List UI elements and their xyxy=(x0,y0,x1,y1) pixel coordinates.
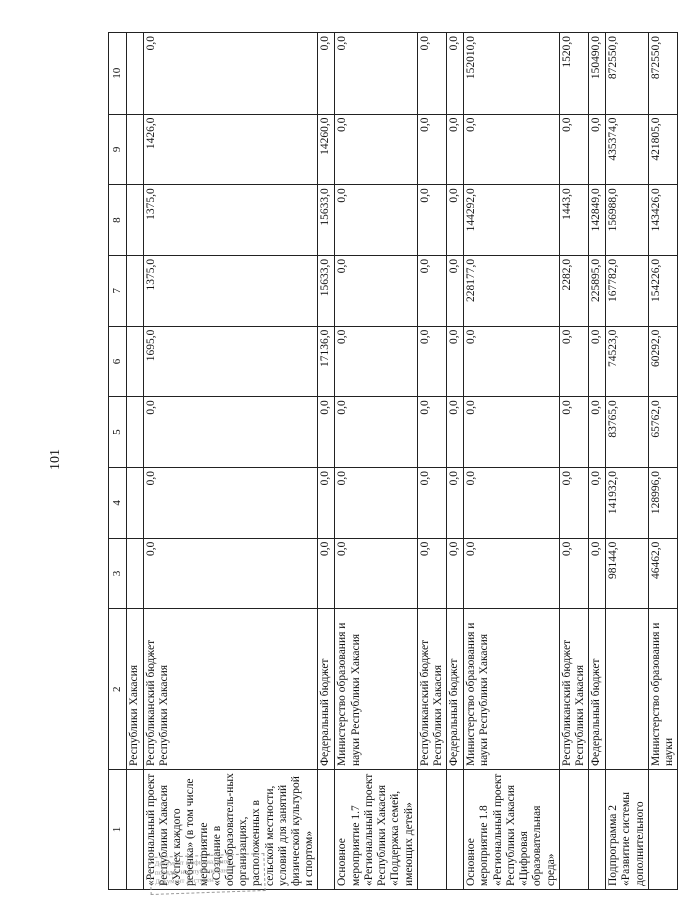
value-text: 17136,0 xyxy=(319,329,332,367)
table-row xyxy=(318,33,335,890)
table-row xyxy=(126,33,143,890)
table-row xyxy=(589,33,606,890)
value-cell xyxy=(606,185,649,256)
value-text: 83765,0 xyxy=(607,400,620,438)
value-cell xyxy=(143,255,318,326)
value-text: 0,0 xyxy=(560,329,573,344)
value-cell xyxy=(464,255,560,326)
header-cell: 9 xyxy=(109,114,127,185)
stamp-line: порядке не опубликован xyxy=(154,866,228,877)
value-cell xyxy=(447,397,464,468)
value-text: 14260,0 xyxy=(319,117,332,155)
value-cell xyxy=(335,467,417,538)
value-cell xyxy=(318,185,335,256)
value-text: 0,0 xyxy=(465,541,478,557)
value-cell xyxy=(335,185,417,256)
value-text: 0,0 xyxy=(319,541,332,557)
funding-source-cell: Республиканский бюджет Республики Хакасия xyxy=(143,609,318,770)
value-text: 0,0 xyxy=(336,470,349,486)
value-text: 0,0 xyxy=(448,541,461,557)
value-cell xyxy=(143,326,318,397)
value-cell xyxy=(318,397,335,468)
value-text: 421805,0 xyxy=(649,117,662,161)
value-cell xyxy=(126,33,143,115)
value-cell xyxy=(464,114,560,185)
table-row xyxy=(143,33,318,890)
funding-source-cell: Федеральный бюджет xyxy=(318,609,335,770)
value-cell xyxy=(464,467,560,538)
value-text: 0,0 xyxy=(418,541,431,557)
page-number: 101 xyxy=(48,449,63,470)
value-cell xyxy=(417,255,446,326)
value-text: 0,0 xyxy=(448,329,461,344)
value-text: 0,0 xyxy=(465,117,478,132)
value-cell xyxy=(589,33,606,115)
value-cell xyxy=(126,397,143,468)
value-text: 0,0 xyxy=(590,541,603,557)
value-cell xyxy=(589,185,606,256)
value-text: 0,0 xyxy=(465,400,478,415)
value-cell xyxy=(143,538,318,609)
value-cell xyxy=(606,467,649,538)
value-cell xyxy=(559,467,588,538)
value-text: 150490,0 xyxy=(590,36,603,80)
value-cell xyxy=(318,467,335,538)
value-text: 98144,0 xyxy=(607,541,620,580)
header-cell: 6 xyxy=(109,326,127,397)
funding-source-cell: Республиканский бюджет Республики Хакасия xyxy=(417,609,446,770)
value-text: 0,0 xyxy=(336,541,349,557)
header-cell: 7 xyxy=(109,255,127,326)
value-text: 128996,0 xyxy=(649,470,662,515)
activity-name-cell: Подпрограмма 2 «Развитие системы дополнительного xyxy=(606,770,649,890)
table-row xyxy=(447,33,464,890)
value-text: 15633,0 xyxy=(319,188,332,226)
value-text: 0,0 xyxy=(418,329,431,344)
value-cell xyxy=(464,326,560,397)
value-cell xyxy=(559,538,588,609)
table-row xyxy=(648,33,677,890)
value-cell xyxy=(589,255,606,326)
stamp-line: Документ доступен ... xyxy=(155,875,221,886)
value-cell xyxy=(606,397,649,468)
budget-table xyxy=(108,32,678,890)
value-text: 0,0 xyxy=(418,400,431,415)
value-text: 156988,0 xyxy=(607,188,620,232)
value-cell xyxy=(589,397,606,468)
value-cell xyxy=(648,114,677,185)
value-text: 0,0 xyxy=(448,36,461,51)
value-text xyxy=(128,471,142,535)
value-text: 0,0 xyxy=(448,400,461,415)
header-row xyxy=(109,33,127,890)
value-text: 0,0 xyxy=(336,36,349,51)
value-cell xyxy=(464,33,560,115)
funding-source-cell: Федеральный бюджет xyxy=(447,609,464,770)
activity-name-cell xyxy=(318,770,335,890)
value-text: 0,0 xyxy=(418,188,431,203)
value-cell xyxy=(318,255,335,326)
value-cell xyxy=(648,397,677,468)
value-text: 0,0 xyxy=(590,470,603,486)
header-cell: 2 xyxy=(109,609,127,770)
value-cell xyxy=(417,467,446,538)
value-text: 0,0 xyxy=(448,117,461,132)
value-cell xyxy=(589,538,606,609)
value-text: 0,0 xyxy=(336,117,349,132)
value-cell xyxy=(559,114,588,185)
value-text xyxy=(128,188,142,252)
value-cell xyxy=(648,538,677,609)
value-cell xyxy=(143,33,318,115)
activity-name-cell: Основное мероприятие 1.8 «Региональный проект Республики Хакасия «Цифровая образовательная среда» xyxy=(464,770,560,890)
value-text: 65762,0 xyxy=(649,400,662,438)
value-cell xyxy=(417,326,446,397)
header-cell: 1 xyxy=(109,770,127,890)
value-text: 0,0 xyxy=(336,329,349,344)
value-cell xyxy=(335,255,417,326)
value-cell xyxy=(606,255,649,326)
value-cell xyxy=(318,326,335,397)
value-cell xyxy=(606,33,649,115)
header-cell: 4 xyxy=(109,467,127,538)
value-cell xyxy=(559,255,588,326)
value-text: 435374,0 xyxy=(607,117,620,161)
funding-source-cell: Республиканский бюджет Республики Хакасия xyxy=(559,609,588,770)
funding-source-cell: Министерство образования и науки xyxy=(648,609,677,770)
value-cell xyxy=(589,326,606,397)
value-cell xyxy=(126,326,143,397)
value-text: 0,0 xyxy=(560,400,573,415)
value-cell xyxy=(648,467,677,538)
value-text: 0,0 xyxy=(319,36,332,51)
funding-source-cell: Министерство образования и науки Республики Хакасия xyxy=(335,609,417,770)
value-cell xyxy=(559,33,588,115)
table-row xyxy=(335,33,417,890)
value-text: 0,0 xyxy=(144,541,157,557)
stamp-line: Документ в официальном xyxy=(154,857,232,868)
value-text: 225895,0 xyxy=(590,258,603,303)
value-cell xyxy=(318,114,335,185)
activity-name-cell: «Региональный проект Республики Хакасия «Успех каждого ребенка» (в том числе мероприятие «Создание в общеобразователь-ных организациях, расположенных в сельской местности, условий для занятий физической культурой и спортом» xyxy=(143,770,318,890)
value-cell xyxy=(648,326,677,397)
value-cell xyxy=(143,467,318,538)
value-cell xyxy=(335,538,417,609)
value-cell xyxy=(648,255,677,326)
value-text xyxy=(128,36,142,111)
header-cell: 3 xyxy=(109,538,127,609)
funding-source-cell xyxy=(606,609,649,770)
value-text: 1375,0 xyxy=(144,188,157,220)
funding-source-cell: Федеральный бюджет xyxy=(589,609,606,770)
activity-name-cell xyxy=(447,770,464,890)
value-text: 0,0 xyxy=(465,470,478,486)
value-text: 1443,0 xyxy=(560,188,573,220)
value-cell xyxy=(589,114,606,185)
value-text: 0,0 xyxy=(560,541,573,557)
value-cell xyxy=(648,33,677,115)
value-cell xyxy=(126,114,143,185)
value-text: 0,0 xyxy=(336,258,349,274)
value-text: 142849,0 xyxy=(590,188,603,232)
table-row xyxy=(464,33,560,890)
value-cell xyxy=(417,397,446,468)
table-header xyxy=(109,33,127,890)
value-text: 1426,0 xyxy=(144,117,157,150)
value-cell xyxy=(559,397,588,468)
value-cell xyxy=(606,538,649,609)
value-cell xyxy=(417,33,446,115)
value-cell xyxy=(464,397,560,468)
table-body xyxy=(126,33,678,890)
value-cell xyxy=(126,538,143,609)
value-cell xyxy=(126,185,143,256)
activity-name-cell xyxy=(417,770,446,890)
value-cell xyxy=(447,326,464,397)
value-text: 0,0 xyxy=(590,329,603,344)
value-text: 0,0 xyxy=(590,400,603,415)
value-text: 0,0 xyxy=(418,258,431,274)
value-text: 0,0 xyxy=(319,470,332,486)
value-cell xyxy=(126,255,143,326)
value-text: 0,0 xyxy=(319,400,332,415)
activity-name-cell xyxy=(559,770,588,890)
value-text: 143426,0 xyxy=(649,188,662,232)
value-cell xyxy=(447,538,464,609)
value-cell xyxy=(318,538,335,609)
value-text: 0,0 xyxy=(448,258,461,274)
value-cell xyxy=(417,538,446,609)
value-cell xyxy=(606,114,649,185)
value-text: 15633,0 xyxy=(319,258,332,297)
funding-source-cell: Министерство образования и науки Республики Хакасия xyxy=(464,609,560,770)
value-cell xyxy=(648,185,677,256)
activity-name-cell xyxy=(589,770,606,890)
activity-name-cell xyxy=(648,770,677,890)
header-cell: 8 xyxy=(109,185,127,256)
value-cell xyxy=(143,185,318,256)
value-cell xyxy=(606,326,649,397)
value-text: 60292,0 xyxy=(649,329,662,367)
value-text: 0,0 xyxy=(418,470,431,486)
value-text: 0,0 xyxy=(465,329,478,344)
document-stamp xyxy=(149,853,265,895)
value-cell xyxy=(559,326,588,397)
value-text xyxy=(128,330,142,394)
value-text: 1375,0 xyxy=(144,258,157,291)
value-cell xyxy=(447,33,464,115)
value-cell xyxy=(417,114,446,185)
value-cell xyxy=(589,467,606,538)
value-text: 167782,0 xyxy=(607,258,620,303)
value-text xyxy=(128,118,142,182)
value-text: 0,0 xyxy=(448,470,461,486)
value-text: 141932,0 xyxy=(607,470,620,515)
value-cell xyxy=(335,33,417,115)
header-cell: 10 xyxy=(109,33,127,115)
budget-table-rotated xyxy=(108,32,676,890)
value-text: 154226,0 xyxy=(649,258,662,303)
value-text xyxy=(128,259,142,323)
value-text: 0,0 xyxy=(560,470,573,486)
value-cell xyxy=(447,255,464,326)
value-text: 0,0 xyxy=(144,36,157,51)
value-cell xyxy=(318,33,335,115)
value-text: 0,0 xyxy=(448,188,461,203)
value-text: 0,0 xyxy=(336,188,349,203)
table-row xyxy=(559,33,588,890)
value-cell xyxy=(143,114,318,185)
value-text: 872550,0 xyxy=(649,36,662,80)
value-text xyxy=(128,400,142,464)
value-text: 152010,0 xyxy=(465,36,478,80)
table-row xyxy=(606,33,649,890)
value-text: 46462,0 xyxy=(649,541,662,580)
value-cell xyxy=(447,185,464,256)
value-cell xyxy=(464,538,560,609)
funding-source-cell: Республики Хакасия xyxy=(126,609,143,770)
value-text: 144292,0 xyxy=(465,188,478,232)
activity-name-cell xyxy=(126,770,143,890)
value-text: 74523,0 xyxy=(607,329,620,367)
value-text: 872550,0 xyxy=(607,36,620,80)
value-text: 1520,0 xyxy=(560,36,573,68)
value-cell xyxy=(335,326,417,397)
value-text: 0,0 xyxy=(418,36,431,51)
value-text: 0,0 xyxy=(336,400,349,415)
value-text: 1695,0 xyxy=(144,329,157,362)
value-text: 228177,0 xyxy=(465,258,478,303)
value-text: 0,0 xyxy=(144,470,157,486)
value-text: 2282,0 xyxy=(560,258,573,291)
activity-name-cell: Основное мероприятие 1.7 «Региональный проект Республики Хакасия «Поддержка семей, имеющих детей» xyxy=(335,770,417,890)
value-cell xyxy=(447,114,464,185)
value-cell xyxy=(335,397,417,468)
value-cell xyxy=(464,185,560,256)
header-cell: 5 xyxy=(109,397,127,468)
value-text xyxy=(128,542,142,606)
value-cell xyxy=(447,467,464,538)
value-text: 0,0 xyxy=(418,117,431,132)
value-text: 0,0 xyxy=(590,117,603,132)
value-text: 0,0 xyxy=(560,117,573,132)
value-text: 0,0 xyxy=(144,400,157,415)
table-row xyxy=(417,33,446,890)
value-cell xyxy=(143,397,318,468)
value-cell xyxy=(335,114,417,185)
value-cell xyxy=(126,467,143,538)
value-cell xyxy=(559,185,588,256)
value-cell xyxy=(417,185,446,256)
